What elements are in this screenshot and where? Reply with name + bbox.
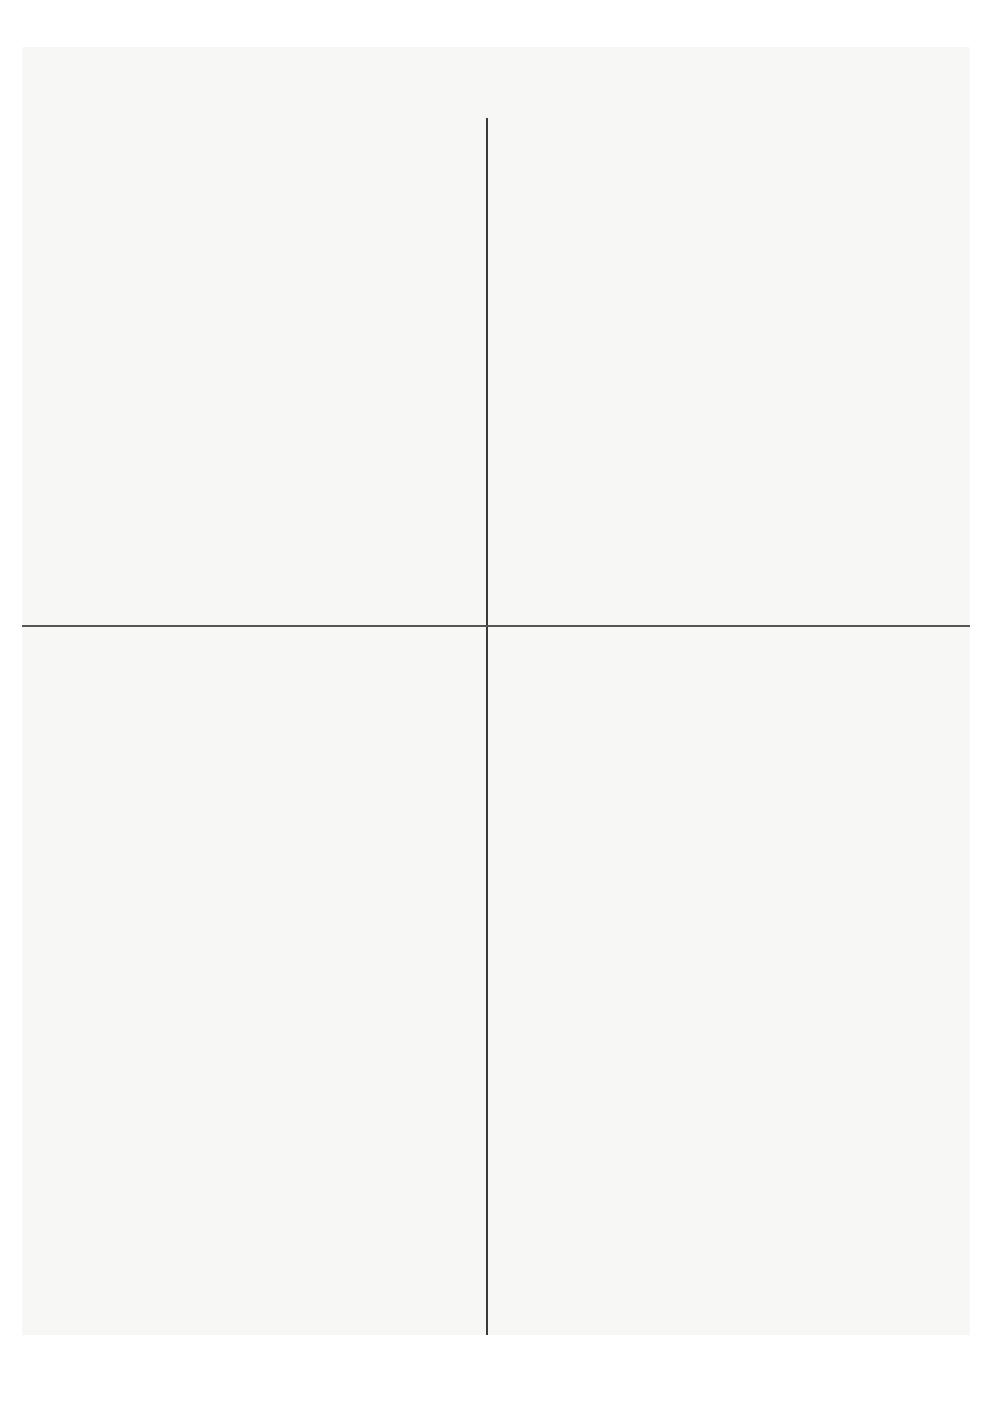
logo-grid-icon: [966, 1381, 988, 1403]
section-divider: [22, 625, 970, 627]
column-divider-bottom: [486, 627, 488, 1335]
column-divider-top: [486, 118, 488, 625]
worksheet-page: [22, 47, 970, 1335]
liveworksheets-logo: [966, 1376, 992, 1408]
